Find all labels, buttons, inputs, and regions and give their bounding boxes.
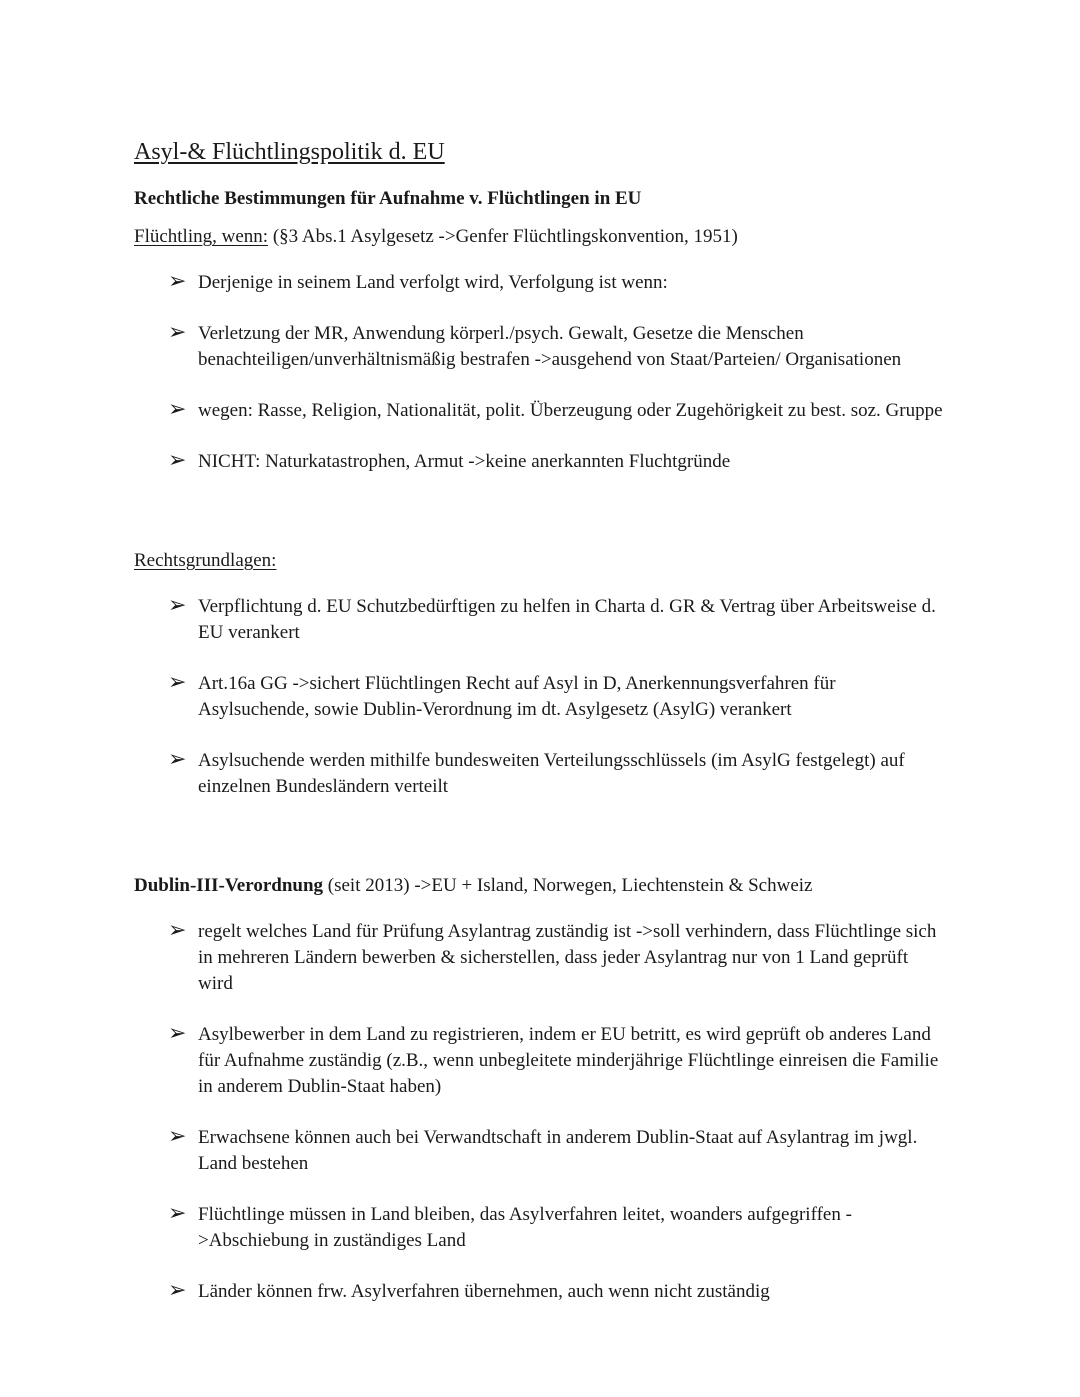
- arrow-bullet-icon: ➢: [168, 448, 187, 473]
- list-item: [134, 1125, 944, 1177]
- section-rechtsgrundlagen-heading: [134, 548, 944, 574]
- section-subheading: Rechtliche Bestimmungen für Aufnahme v. Flüchtlingen in EU: [134, 188, 642, 209]
- list-item-text: Erwachsene können auch bei Verwandtschaft in anderem Dublin-Staat auf Asylantrag im jwgl. Land bestehen: [198, 1127, 918, 1174]
- list-item-text: regelt welches Land für Prüfung Asylantrag zuständig ist ->soll verhindern, dass Flüchtlinge sich in mehreren Ländern bewerben & sicherstellen, dass jeder Asylantrag nur von 1 Land geprüft wird: [198, 921, 937, 994]
- section-fluechtling-heading: [134, 224, 944, 250]
- section-dublin-suffix: (seit 2013) ->EU + Island, Norwegen, Liechtenstein & Schweiz: [323, 875, 813, 896]
- list-item: [134, 398, 944, 424]
- section-dublin-heading: [134, 873, 944, 899]
- section-rechtsgrundlagen: [134, 548, 944, 800]
- section-dublin-list: [134, 919, 944, 1305]
- arrow-bullet-icon: ➢: [168, 397, 187, 422]
- list-item: [134, 321, 944, 373]
- arrow-bullet-icon: ➢: [168, 670, 187, 695]
- list-item-text: Derjenige in seinem Land verfolgt wird, Verfolgung ist wenn:: [198, 272, 668, 293]
- arrow-bullet-icon: ➢: [168, 320, 187, 345]
- spacer: [134, 825, 944, 873]
- list-item-text: Asylbewerber in dem Land zu registrieren, indem er EU betritt, es wird geprüft ob anderes Land für Aufnahme zuständig (z.B., wenn unbegleitete minderjährige Flüchtlinge einreisen die Familie in anderem Dublin-Staat haben): [198, 1024, 939, 1097]
- list-item: [134, 594, 944, 646]
- list-item: [134, 1279, 944, 1305]
- list-item-text: Verletzung der MR, Anwendung körperl./psych. Gewalt, Gesetze die Menschen benachteiligen/unverhältnismäßig bestrafen ->ausgehend von Staat/Parteien/ Organisationen: [198, 323, 902, 370]
- section-rechtsgrundlagen-list: [134, 594, 944, 800]
- arrow-bullet-icon: ➢: [168, 918, 187, 943]
- list-item-text: Asylsuchende werden mithilfe bundesweiten Verteilungsschlüssels (im AsylG festgelegt) auf einzelnen Bundesländern verteilt: [198, 750, 905, 797]
- section-fluechtling-label: Flüchtling, wenn:: [134, 226, 269, 247]
- list-item: [134, 671, 944, 723]
- list-item: [134, 748, 944, 800]
- list-item-text: Flüchtlinge müssen in Land bleiben, das Asylverfahren leitet, woanders aufgegriffen - >Abschiebung in zuständiges Land: [198, 1204, 852, 1251]
- list-item-text: wegen: Rasse, Religion, Nationalität, polit. Überzeugung oder Zugehörigkeit zu best. soz. Gruppe: [198, 400, 943, 421]
- section-fluechtling-suffix: (§3 Abs.1 Asylgesetz ->Genfer Flüchtlingskonvention, 1951): [268, 226, 738, 247]
- list-item: [134, 1202, 944, 1254]
- section-fluechtling: [134, 224, 944, 475]
- list-item: [134, 270, 944, 296]
- arrow-bullet-icon: ➢: [168, 269, 187, 294]
- list-item: [134, 919, 944, 997]
- arrow-bullet-icon: ➢: [168, 747, 187, 772]
- list-item: [134, 1022, 944, 1100]
- arrow-bullet-icon: ➢: [168, 1021, 187, 1046]
- document-title: Asyl-& Flüchtlingspolitik d. EU: [134, 139, 445, 165]
- arrow-bullet-icon: ➢: [168, 1278, 187, 1303]
- list-item: [134, 449, 944, 475]
- document-page: [134, 136, 944, 1330]
- arrow-bullet-icon: ➢: [168, 1201, 187, 1226]
- list-item-text: Länder können frw. Asylverfahren übernehmen, auch wenn nicht zuständig: [198, 1281, 770, 1302]
- list-item-text: Art.16a GG ->sichert Flüchtlingen Recht auf Asyl in D, Anerkennungsverfahren für Asylsuchende, sowie Dublin-Verordnung im dt. Asylgesetz (AsylG) verankert: [198, 673, 836, 720]
- list-item-text: Verpflichtung d. EU Schutzbedürftigen zu helfen in Charta d. GR & Vertrag über Arbeitsweise d. EU verankert: [198, 596, 936, 643]
- section-fluechtling-list: [134, 270, 944, 475]
- section-rechtsgrundlagen-label: Rechtsgrundlagen:: [134, 550, 277, 571]
- section-dublin: [134, 873, 944, 1305]
- arrow-bullet-icon: ➢: [168, 1124, 187, 1149]
- section-dublin-label: Dublin-III-Verordnung: [134, 875, 324, 896]
- spacer: [134, 500, 944, 548]
- arrow-bullet-icon: ➢: [168, 593, 187, 618]
- list-item-text: NICHT: Naturkatastrophen, Armut ->keine anerkannten Fluchtgründe: [198, 451, 731, 472]
